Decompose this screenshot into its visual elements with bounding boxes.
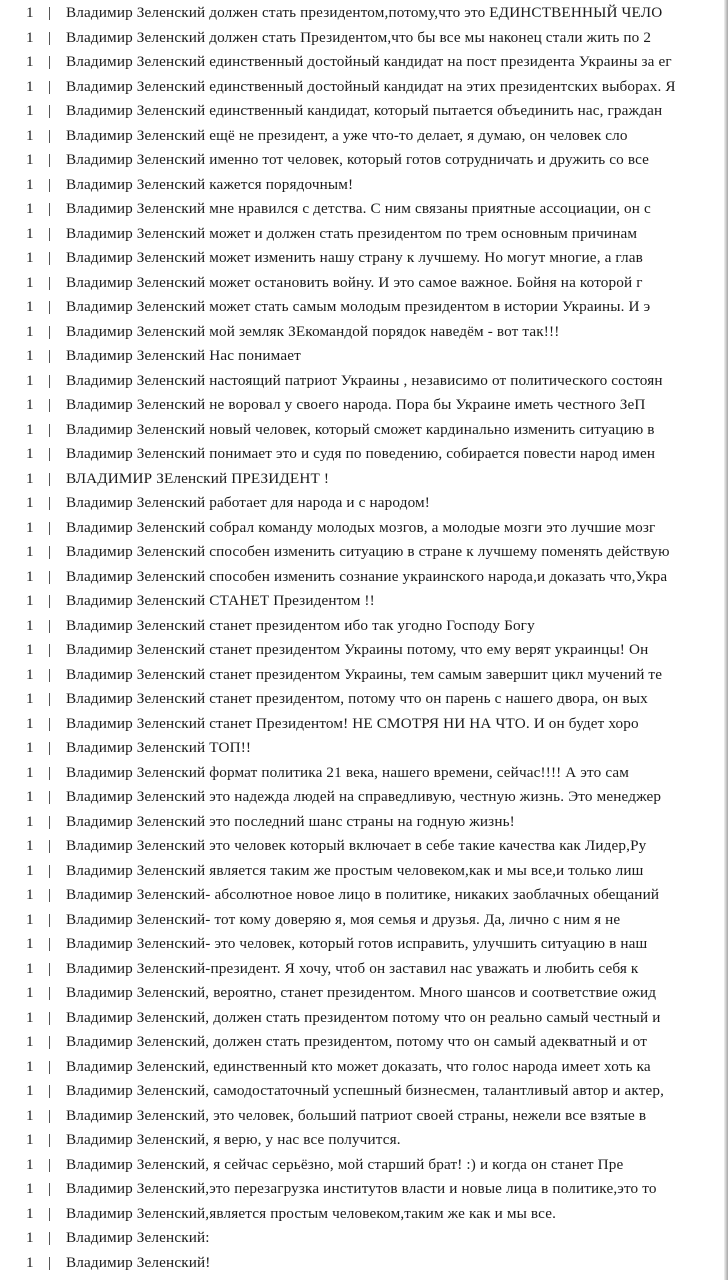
line-text: Владимир Зеленский- это человек, который готов исправить, улучшить ситуацию в наш bbox=[66, 935, 648, 952]
count-value: 1 bbox=[26, 249, 34, 266]
list-item[interactable] bbox=[0, 1030, 728, 1055]
count-value: 1 bbox=[26, 567, 34, 585]
count-value: 1 bbox=[26, 861, 34, 879]
column-separator: | bbox=[48, 347, 52, 364]
column-separator: | bbox=[48, 592, 52, 609]
list-item[interactable] bbox=[0, 736, 728, 761]
line-list bbox=[0, 1, 728, 1275]
column-separator: | bbox=[48, 126, 52, 144]
count-value: 1 bbox=[26, 4, 34, 21]
line-text: Владимир Зеленский настоящий патриот Украины , независимо от политического состоян bbox=[66, 371, 663, 389]
line-text: Владимир Зеленский может и должен стать президентом по трем основным причинам bbox=[66, 224, 638, 242]
list-item[interactable] bbox=[0, 859, 728, 884]
line-text: Владимир Зеленский это человек который включает в себе такие качества как Лидер,Ру bbox=[66, 837, 647, 854]
list-item[interactable] bbox=[0, 197, 728, 222]
column-separator: | bbox=[48, 322, 52, 340]
count-value: 1 bbox=[26, 665, 34, 683]
count-value: 1 bbox=[26, 1131, 34, 1148]
column-separator: | bbox=[48, 837, 52, 854]
column-separator: | bbox=[48, 1204, 52, 1222]
line-text: Владимир Зеленский единственный кандидат, который пытается объединить нас, граждан bbox=[66, 102, 663, 119]
column-separator: | bbox=[48, 1082, 52, 1099]
list-item[interactable] bbox=[0, 908, 728, 933]
line-text: Владимир Зеленский не воровал у своего народа. Пора бы Украине иметь честного ЗеП bbox=[66, 396, 646, 413]
list-item[interactable] bbox=[0, 1055, 728, 1080]
list-item[interactable] bbox=[0, 246, 728, 271]
line-text: Владимир Зеленский станет Президентом! НЕ СМОТРЯ НИ НА ЧТО. И он будет хоро bbox=[66, 714, 639, 732]
list-item[interactable] bbox=[0, 1079, 728, 1104]
column-separator: | bbox=[48, 739, 52, 756]
list-item[interactable] bbox=[0, 614, 728, 639]
column-separator: | bbox=[48, 763, 52, 781]
line-text: Владимир Зеленский-президент. Я хочу, чтоб он заставил нас уважать и любить себя к bbox=[66, 959, 639, 977]
line-text: Владимир Зеленский, самодостаточный успешный бизнесмен, талантливый автор и актер, bbox=[66, 1082, 665, 1099]
count-value: 1 bbox=[26, 1155, 34, 1173]
count-value: 1 bbox=[26, 714, 34, 732]
list-item[interactable] bbox=[0, 99, 728, 124]
list-item[interactable] bbox=[0, 173, 728, 198]
list-item[interactable] bbox=[0, 712, 728, 737]
count-value: 1 bbox=[26, 102, 34, 119]
line-text: ВЛАДИМИР ЗЕленский ПРЕЗИДЕНТ ! bbox=[66, 469, 330, 487]
right-edge-shadow bbox=[724, 0, 728, 1280]
count-value: 1 bbox=[26, 1204, 34, 1222]
list-item[interactable] bbox=[0, 516, 728, 541]
list-item[interactable] bbox=[0, 1202, 728, 1227]
column-separator: | bbox=[48, 543, 52, 560]
column-separator: | bbox=[48, 935, 52, 952]
line-text: Владимир Зеленский это надежда людей на справедливую, честную жизнь. Это менеджер bbox=[66, 788, 662, 805]
line-text: Владимир Зеленский, должен стать президентом, потому что он самый адекватный и от bbox=[66, 1033, 648, 1050]
line-text: Владимир Зеленский, единственный кто может доказать, что голос народа имеет хоть ка bbox=[66, 1057, 651, 1075]
count-value: 1 bbox=[26, 175, 34, 193]
count-value: 1 bbox=[26, 1033, 34, 1050]
count-value: 1 bbox=[26, 690, 34, 707]
line-text: Владимир Зеленский единственный достойный кандидат на этих президентских выборах. Я bbox=[66, 77, 676, 95]
line-text: Владимир Зеленский новый человек, который сможет кардинально изменить ситуацию в bbox=[66, 420, 655, 438]
list-item[interactable] bbox=[0, 148, 728, 173]
list-item[interactable] bbox=[0, 26, 728, 51]
list-item[interactable] bbox=[0, 638, 728, 663]
list-item[interactable] bbox=[0, 295, 728, 320]
count-value: 1 bbox=[26, 886, 34, 903]
count-value: 1 bbox=[26, 1057, 34, 1075]
line-text: Владимир Зеленский, вероятно, станет президентом. Много шансов и соответствие ожид bbox=[66, 984, 657, 1001]
line-text: Владимир Зеленский способен изменить ситуацию в стране к лучшему поменять действую bbox=[66, 543, 670, 560]
line-text: Владимир Зеленский должен стать президентом,потому,что это ЕДИНСТВЕННЫЙ ЧЕЛО bbox=[66, 4, 663, 21]
count-value: 1 bbox=[26, 592, 34, 609]
list-item[interactable] bbox=[0, 393, 728, 418]
count-value: 1 bbox=[26, 445, 34, 462]
line-text: Владимир Зеленский может стать самым молодым президентом в истории Украины. И э bbox=[66, 298, 651, 315]
list-item[interactable] bbox=[0, 124, 728, 149]
list-item[interactable] bbox=[0, 1177, 728, 1202]
count-value: 1 bbox=[26, 151, 34, 168]
count-value: 1 bbox=[26, 837, 34, 854]
count-value: 1 bbox=[26, 543, 34, 560]
list-item[interactable] bbox=[0, 957, 728, 982]
count-value: 1 bbox=[26, 739, 34, 756]
count-value: 1 bbox=[26, 224, 34, 242]
column-separator: | bbox=[48, 665, 52, 683]
count-value: 1 bbox=[26, 641, 34, 658]
list-item[interactable] bbox=[0, 1006, 728, 1031]
count-value: 1 bbox=[26, 77, 34, 95]
count-value: 1 bbox=[26, 126, 34, 144]
column-separator: | bbox=[48, 518, 52, 536]
line-text: Владимир Зеленский является таким же простым человеком,как и мы все,и только лиш bbox=[66, 861, 644, 879]
column-separator: | bbox=[48, 494, 52, 511]
list-item[interactable] bbox=[0, 687, 728, 712]
column-separator: | bbox=[48, 445, 52, 462]
list-item[interactable] bbox=[0, 1251, 728, 1276]
list-item[interactable] bbox=[0, 418, 728, 443]
column-separator: | bbox=[48, 1106, 52, 1124]
column-separator: | bbox=[48, 567, 52, 585]
line-text: Владимир Зеленский,это перезагрузка институтов власти и новые лица в политике,это то bbox=[66, 1180, 657, 1197]
count-value: 1 bbox=[26, 812, 34, 830]
count-value: 1 bbox=[26, 200, 34, 217]
column-separator: | bbox=[48, 224, 52, 242]
line-text: Владимир Зеленский понимает это и судя по поведению, собирается повести народ имен bbox=[66, 445, 656, 462]
column-separator: | bbox=[48, 4, 52, 21]
list-item[interactable] bbox=[0, 834, 728, 859]
list-item[interactable] bbox=[0, 320, 728, 345]
line-text: Владимир Зеленский мне нравился с детства. С ним связаны приятные ассоциации, он с bbox=[66, 200, 651, 217]
count-value: 1 bbox=[26, 518, 34, 536]
list-item[interactable] bbox=[0, 663, 728, 688]
column-separator: | bbox=[48, 861, 52, 879]
count-value: 1 bbox=[26, 910, 34, 928]
line-text: Владимир Зеленский это последний шанс страны на годную жизнь! bbox=[66, 812, 515, 830]
line-text: Владимир Зеленский кажется порядочным! bbox=[66, 175, 354, 193]
column-separator: | bbox=[48, 200, 52, 217]
count-value: 1 bbox=[26, 53, 34, 70]
column-separator: | bbox=[48, 812, 52, 830]
count-value: 1 bbox=[26, 28, 34, 46]
column-separator: | bbox=[48, 469, 52, 487]
list-item[interactable] bbox=[0, 1104, 728, 1129]
column-separator: | bbox=[48, 886, 52, 903]
line-text: Владимир Зеленский станет президентом Украины, тем самым завершит цикл мучений те bbox=[66, 665, 663, 683]
line-text: Владимир Зеленский единственный достойный кандидат на пост президента Украины за ег bbox=[66, 53, 672, 70]
column-separator: | bbox=[48, 1180, 52, 1197]
list-item[interactable] bbox=[0, 1128, 728, 1153]
list-item[interactable] bbox=[0, 222, 728, 247]
line-text: Владимир Зеленский, должен стать президентом потому что он реально самый честный и bbox=[66, 1008, 661, 1026]
list-item[interactable] bbox=[0, 540, 728, 565]
count-value: 1 bbox=[26, 1082, 34, 1099]
count-value: 1 bbox=[26, 1180, 34, 1197]
list-item[interactable] bbox=[0, 1153, 728, 1178]
count-value: 1 bbox=[26, 273, 34, 291]
list-item[interactable] bbox=[0, 369, 728, 394]
column-separator: | bbox=[48, 714, 52, 732]
count-value: 1 bbox=[26, 469, 34, 487]
column-separator: | bbox=[48, 959, 52, 977]
list-item[interactable] bbox=[0, 271, 728, 296]
list-item[interactable] bbox=[0, 981, 728, 1006]
line-text: Владимир Зеленский может изменить нашу страну к лучшему. Но могут многие, а глав bbox=[66, 249, 643, 266]
count-value: 1 bbox=[26, 788, 34, 805]
column-separator: | bbox=[48, 28, 52, 46]
list-item[interactable] bbox=[0, 344, 728, 369]
line-text: Владимир Зеленский- тот кому доверяю я, моя семья и друзья. Да, лично с ним я не bbox=[66, 910, 621, 928]
list-item[interactable] bbox=[0, 491, 728, 516]
line-text: Владимир Зеленский! bbox=[66, 1253, 211, 1271]
line-text: Владимир Зеленский, я верю, у нас все получится. bbox=[66, 1131, 401, 1148]
list-item[interactable] bbox=[0, 883, 728, 908]
column-separator: | bbox=[48, 910, 52, 928]
list-item[interactable] bbox=[0, 565, 728, 590]
column-separator: | bbox=[48, 151, 52, 168]
column-separator: | bbox=[48, 984, 52, 1001]
column-separator: | bbox=[48, 641, 52, 658]
column-separator: | bbox=[48, 396, 52, 413]
column-separator: | bbox=[48, 788, 52, 805]
line-text: Владимир Зеленский, это человек, больший патриот своей страны, нежели все взятые в bbox=[66, 1106, 647, 1124]
line-text: Владимир Зеленский ещё не президент, а уже что-то делает, я думаю, он человек сло bbox=[66, 126, 628, 144]
count-value: 1 bbox=[26, 984, 34, 1001]
column-separator: | bbox=[48, 420, 52, 438]
count-value: 1 bbox=[26, 1106, 34, 1124]
count-value: 1 bbox=[26, 322, 34, 340]
line-text: Владимир Зеленский станет президентом, потому что он парень с нашего двора, он вых bbox=[66, 690, 648, 707]
count-value: 1 bbox=[26, 396, 34, 413]
list-item[interactable] bbox=[0, 1, 728, 26]
line-text: Владимир Зеленский мой земляк ЗЕкомандой порядок наведём - вот так!!! bbox=[66, 322, 560, 340]
count-value: 1 bbox=[26, 1008, 34, 1026]
count-value: 1 bbox=[26, 1253, 34, 1271]
line-text: Владимир Зеленский,является простым человеком,таким же как и мы все. bbox=[66, 1204, 557, 1222]
column-separator: | bbox=[48, 1057, 52, 1075]
line-text: Владимир Зеленский именно тот человек, который готов сотрудничать и дружить со все bbox=[66, 151, 650, 168]
count-value: 1 bbox=[26, 959, 34, 977]
column-separator: | bbox=[48, 616, 52, 634]
list-item[interactable] bbox=[0, 785, 728, 810]
line-text: Владимир Зеленский- абсолютное новое лицо в политике, никаких заоблачных обещаний bbox=[66, 886, 660, 903]
line-text: Владимир Зеленский станет президентом Украины потому, что ему верят украинцы! Он bbox=[66, 641, 649, 658]
count-value: 1 bbox=[26, 935, 34, 952]
column-separator: | bbox=[48, 690, 52, 707]
line-text: Владимир Зеленский работает для народа и с народом! bbox=[66, 494, 430, 511]
list-item[interactable] bbox=[0, 932, 728, 957]
line-text: Владимир Зеленский СТАНЕТ Президентом !! bbox=[66, 592, 375, 609]
line-text: Владимир Зеленский, я сейчас серьёзно, мой старший брат! :) и когда он станет Пре bbox=[66, 1155, 624, 1173]
list-item[interactable] bbox=[0, 75, 728, 100]
line-text: Владимир Зеленский должен стать Президентом,что бы все мы наконец стали жить по 2 bbox=[66, 28, 652, 46]
line-text: Владимир Зеленский может остановить войну. И это самое важное. Бойня на которой г bbox=[66, 273, 643, 291]
list-item[interactable] bbox=[0, 1226, 728, 1251]
count-value: 1 bbox=[26, 1229, 34, 1246]
count-value: 1 bbox=[26, 347, 34, 364]
line-text: Владимир Зеленский собрал команду молодых мозгов, а молодые мозги это лучшие мозг bbox=[66, 518, 656, 536]
column-separator: | bbox=[48, 249, 52, 266]
list-item[interactable] bbox=[0, 810, 728, 835]
line-text: Владимир Зеленский способен изменить сознание украинского народа,и доказать что,Укра bbox=[66, 567, 668, 585]
list-item[interactable] bbox=[0, 50, 728, 75]
list-item[interactable] bbox=[0, 467, 728, 492]
column-separator: | bbox=[48, 1131, 52, 1148]
list-item[interactable] bbox=[0, 442, 728, 467]
column-separator: | bbox=[48, 77, 52, 95]
list-item[interactable] bbox=[0, 589, 728, 614]
column-separator: | bbox=[48, 1253, 52, 1271]
line-text: Владимир Зеленский станет президентом ибо так угодно Господу Богу bbox=[66, 616, 535, 634]
column-separator: | bbox=[48, 371, 52, 389]
column-separator: | bbox=[48, 175, 52, 193]
line-text: Владимир Зеленский ТОП!! bbox=[66, 739, 252, 756]
column-separator: | bbox=[48, 102, 52, 119]
line-text: Владимир Зеленский формат политика 21 века, нашего времени, сейчас!!!! А это сам bbox=[66, 763, 630, 781]
count-value: 1 bbox=[26, 298, 34, 315]
count-value: 1 bbox=[26, 616, 34, 634]
count-value: 1 bbox=[26, 420, 34, 438]
column-separator: | bbox=[48, 1033, 52, 1050]
count-value: 1 bbox=[26, 494, 34, 511]
column-separator: | bbox=[48, 273, 52, 291]
column-separator: | bbox=[48, 1155, 52, 1173]
column-separator: | bbox=[48, 53, 52, 70]
count-value: 1 bbox=[26, 371, 34, 389]
line-text: Владимир Зеленский Нас понимает bbox=[66, 347, 301, 364]
column-separator: | bbox=[48, 1229, 52, 1246]
list-item[interactable] bbox=[0, 761, 728, 786]
column-separator: | bbox=[48, 1008, 52, 1026]
line-text: Владимир Зеленский: bbox=[66, 1229, 210, 1246]
count-value: 1 bbox=[26, 763, 34, 781]
column-separator: | bbox=[48, 298, 52, 315]
